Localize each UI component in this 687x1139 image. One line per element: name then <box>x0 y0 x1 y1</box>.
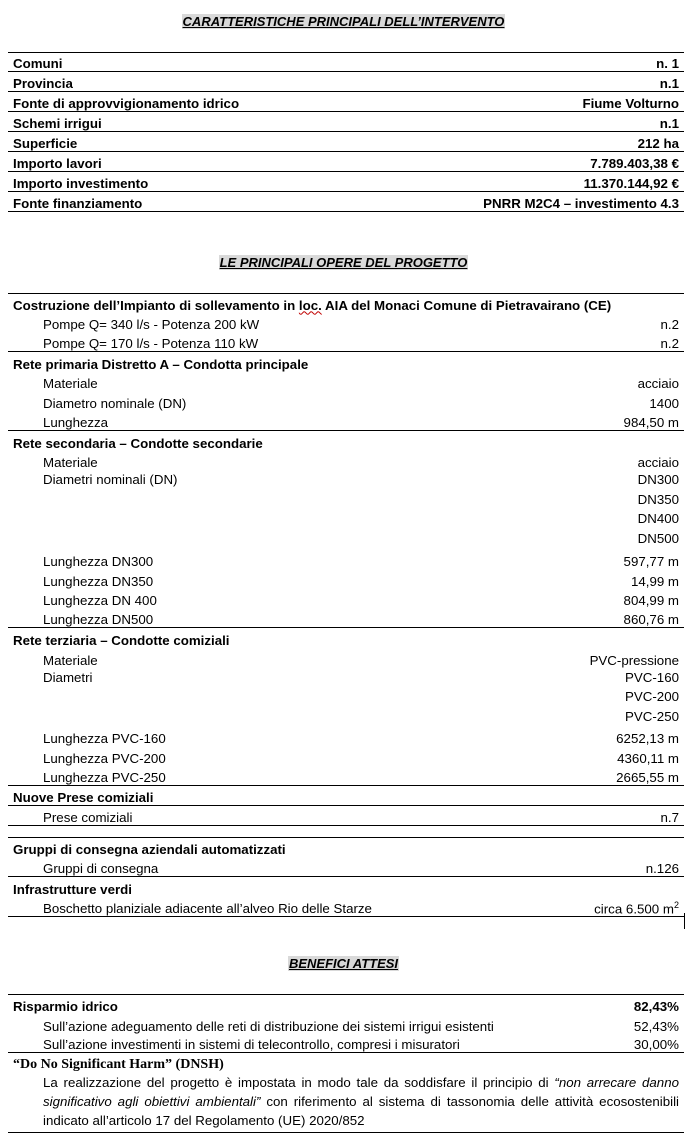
table-row: Lunghezza PVC-250 2665,55 m <box>8 766 684 786</box>
opere-table <box>8 293 684 917</box>
table-row: Diametri PVC-160 PVC-200 PVC-250 <box>43 669 679 724</box>
table-row: Provincia n.1 <box>8 72 684 92</box>
section-title-intervento: CARATTERISTICHE PRINCIPALI DELL’INTERVENTO <box>182 14 505 29</box>
table-row: Sull’azione investimenti in sistemi di telecontrollo, compresi i misuratori 30,00% <box>8 1034 684 1054</box>
benefici-table <box>8 994 684 1133</box>
table-row: Diametri nominali (DN) DN300 DN350 DN400 DN500 <box>43 472 679 546</box>
table-row: Boschetto planiziale adiacente all’alveo Rio delle Starze circa 6.500 $m^2$ <box>8 897 684 917</box>
dnsh-title: “Do No Significant Harm” (DNSH) <box>13 1056 224 1072</box>
table-row: Superficie 212 ha <box>8 132 684 152</box>
table-row: Lunghezza DN 400 804,99 m <box>43 593 679 608</box>
impianto-title: Costruzione dell’Impianto di sollevamento in loc. AIA del Monaci Comune di Pietravairano (CE) <box>8 293 684 313</box>
primaria-title: Rete primaria Distretto A – Condotta principale <box>13 356 309 372</box>
table-row: Diametro nominale (DN) 1400 <box>43 395 679 411</box>
verdi-title: Infrastrutture verdi <box>13 882 132 897</box>
table-row: Pompe Q= 170 l/s - Potenza 110 kW n.2 <box>8 332 684 352</box>
secondaria-title: Rete secondaria – Condotte secondarie <box>13 435 263 451</box>
table-row: Comuni n. 1 <box>8 52 684 72</box>
gruppi-title: Gruppi di consegna aziendali automatizzati <box>8 837 684 857</box>
table-row: Sull’azione adeguamento delle reti di distribuzione dei sistemi irrigui esistenti 52,43% <box>43 1018 679 1034</box>
caratteristiche-table <box>8 52 684 212</box>
table-row: Gruppi di consegna n.126 <box>8 857 684 877</box>
table-row: Schemi irrigui n.1 <box>8 112 684 132</box>
table-row: Importo lavori 7.789.403,38 € <box>8 152 684 172</box>
table-row: Lunghezza PVC-200 4360,11 m <box>43 751 679 766</box>
prese-title: Nuove Prese comiziali <box>8 786 684 806</box>
terziaria-title: Rete terziaria – Condotte comiziali <box>13 633 230 648</box>
section-title-opere: LE PRINCIPALI OPERE DEL PROGETTO <box>219 255 468 270</box>
table-row: Materiale acciaio <box>43 455 679 470</box>
table-row: Pompe Q= 340 l/s - Potenza 200 kW n.2 <box>43 317 679 332</box>
table-row: Lunghezza PVC-160 6252,13 m <box>43 731 679 746</box>
table-edge <box>684 913 685 929</box>
table-row: Lunghezza DN500 860,76 m <box>8 608 684 628</box>
table-row: Fonte di approvvigionamento idrico Fiume Volturno <box>8 92 684 112</box>
table-row: Lunghezza DN300 597,77 m <box>43 553 679 569</box>
table-row: Materiale PVC-pressione <box>43 652 679 668</box>
table-row: Fonte finanziamento PNRR M2C4 – investimento 4.3 <box>8 192 684 212</box>
section-title-benefici: BENEFICI ATTESI <box>288 956 399 971</box>
table-row: Materiale acciaio <box>43 376 679 391</box>
table-row: Importo investimento 11.370.144,92 € <box>8 172 684 192</box>
table-row: Lunghezza 984,50 m <box>8 411 684 431</box>
table-row: Prese comiziali n.7 <box>8 806 684 826</box>
table-row: Lunghezza DN350 14,99 m <box>43 573 679 589</box>
dnsh-paragraph: La realizzazione del progetto è impostata in modo tale da soddisfare il principio di “non arrecare danno significativo agli obiettivi ambientali” con riferimento al sistema di tassonomia delle attività ecosostenibili indicato all’articolo 17 del Regolamento (UE) 2020/852 <box>8 1073 684 1133</box>
risparmio-row: Risparmio idrico 82,43% <box>8 994 684 1014</box>
